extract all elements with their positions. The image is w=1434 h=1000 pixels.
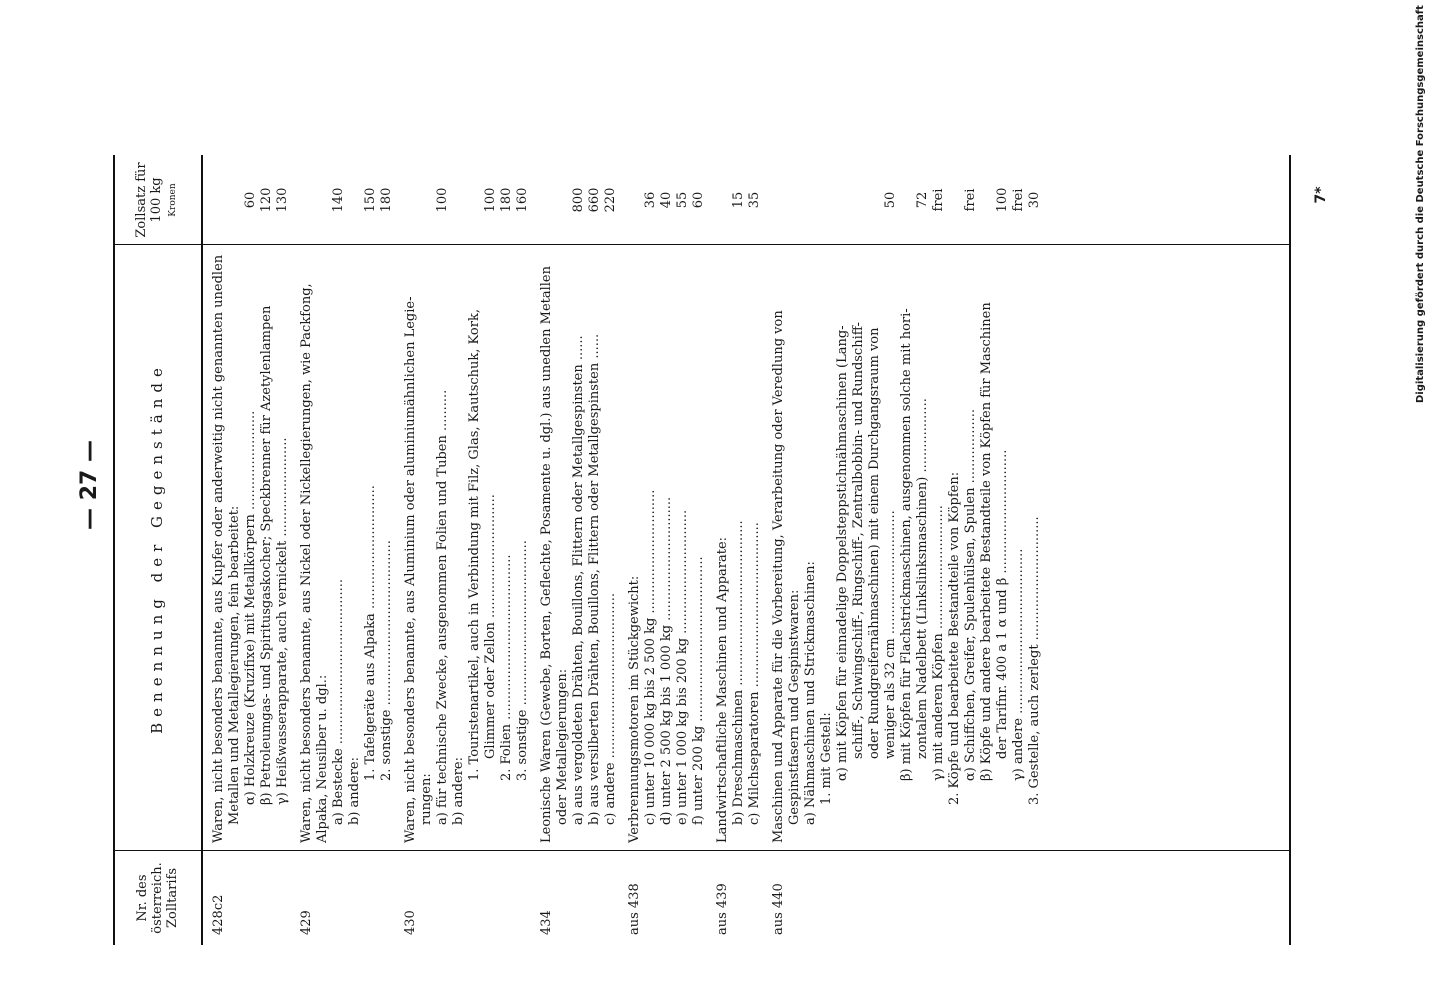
item-description: Alpaka, Neusilber u. dgl.: [315,674,330,843]
item-description: Metallen und Metallegierungen, fein bearbeitet: [227,505,242,825]
duty-rate [867,155,883,245]
item-description: a) Bestecke ........................................ [331,578,346,825]
duty-rate [539,155,555,245]
table-row [931,155,947,945]
duty-rate: 35 [747,191,762,209]
duty-rate: 72 [915,191,930,209]
tariff-number: aus 440 [771,883,786,935]
duty-rate [451,155,467,245]
tariff-number [331,851,347,945]
duty-rate: 100 [483,187,498,213]
table-row [483,155,499,945]
tariff-number [819,851,835,945]
tariff-number [259,851,275,945]
header-zollsatz-label: Zollsatz für 100 kg [133,162,164,238]
duty-rate [299,155,315,245]
tariff-number [899,851,915,945]
table-row [771,155,787,945]
item-description: a) Nähmaschinen und Strickmaschinen: [803,561,818,825]
table-row [747,155,763,945]
table-row [259,155,275,945]
item-description: c) Milchseparatoren ........................................ [747,522,762,825]
tariff-number [227,851,243,945]
tariff-number [659,851,675,945]
table-row [1027,155,1043,945]
table-row [299,155,315,945]
table-row [947,155,963,945]
header-benennung-label: Benennung der Gegenstände [147,362,166,734]
item-description: Waren, nicht besonders benannte, aus Nickel oder Nickellegierungen, wie Packfong, [299,283,314,843]
tariff-number [995,851,1011,945]
duty-rate: 120 [259,187,274,213]
item-description: 1. mit Gestell: [819,712,834,805]
table-row [603,155,619,945]
item-description: Gespinstfasern und Gespinstwaren: [787,589,802,825]
duty-rate [787,155,803,245]
tariff-number: 430 [403,910,418,935]
header-nr-label: Nr. des österreich. Zolltarifs [134,862,180,934]
duty-rate: 30 [1027,191,1042,209]
item-description: c) andere ........................................ [603,593,618,825]
item-description: Verbrennungsmotoren im Stückgewicht: [627,575,642,843]
tariff-number [347,851,363,945]
duty-rate [227,155,243,245]
duty-rate [403,155,419,245]
item-description: a) aus vergoldeten Drähten, Bouillons, Flittern oder Metallgespinsten ...... [571,335,586,825]
duty-rate: 100 [435,187,450,213]
table-row [211,155,227,945]
item-description: schiff-, Schwingschiff-, Ringschiff-, Zentralbobbin- und Rundschiff- [851,322,866,759]
duty-rate: 50 [883,191,898,209]
item-description: β) Petroleumgas- und Spiritusgaskocher; Speckbrenner für Azetylenlampen [259,305,274,805]
tariff-number [315,851,331,945]
table-row [883,155,899,945]
item-description: b) andere: [347,757,362,825]
tariff-number [947,851,963,945]
item-description: b) andere: [451,757,466,825]
duty-rate: 140 [331,187,346,213]
item-description: oder Metallegierungen: [555,668,570,825]
table-row [227,155,243,945]
duty-rate: 150 [363,187,378,213]
table-body [211,155,1043,945]
tariff-number [915,851,931,945]
row-gap [531,155,539,945]
duty-rate [979,155,995,245]
item-description: Maschinen und Apparate für die Vorbereitung, Verarbeitung oder Veredlung von [771,310,786,843]
table-row [363,155,379,945]
item-description: 2. Folien ........................................ [499,554,514,781]
item-description: d) unter 2 500 kg bis 1 000 kg .............................. [659,496,674,825]
table-bottom-rule [1289,155,1291,945]
tariff-number [883,851,899,945]
duty-rate [627,155,643,245]
page-number: — 27 — [77,440,102,530]
table-row [867,155,883,945]
item-description: 2. sonstige ........................................ [379,540,394,781]
header-nr [113,851,201,945]
item-description: zontalem Nadelbett (Linkslinksmaschinen) .................. [915,398,930,759]
tariff-number [555,851,571,945]
tariff-number [731,851,747,945]
tariff-number [691,851,707,945]
tariff-number [451,851,467,945]
tariff-number [1011,851,1027,945]
table-row [787,155,803,945]
table-row [539,155,555,945]
duty-rate: 130 [275,187,290,213]
header-zollsatz [113,155,201,245]
tariff-number [675,851,691,945]
table-row [467,155,483,945]
table-row [851,155,867,945]
item-description: weniger als 32 cm .............................. [883,510,898,759]
tariff-number [419,851,435,945]
tariff-number [275,851,291,945]
duty-rate: 160 [515,187,530,213]
item-description: c) unter 10 000 kg bis 2 500 kg .............................. [643,489,658,825]
tariff-number [747,851,763,945]
item-description: α) mit Köpfen für einnadelige Doppelsteppstichnähmaschinen (Lang- [835,325,850,781]
item-description: α) Holzkreuze (Kruzifixe) mit Metallkörpern ........................ [243,410,258,805]
tariff-number [499,851,515,945]
tariff-number [379,851,395,945]
duty-rate: 100 [995,187,1010,213]
item-description: der Tarifnr. 400 a 1 α und β .............................. [995,449,1010,759]
duty-rate: 40 [659,191,674,209]
item-description: γ) mit anderen Köpfen .............................. [931,505,946,781]
tariff-number [243,851,259,945]
table-row [499,155,515,945]
table-row [347,155,363,945]
duty-rate: 15 [731,191,746,209]
table-row [675,155,691,945]
table-row [275,155,291,945]
signature-mark: 7* [1313,186,1329,204]
duty-rate [315,155,331,245]
duty-rate: 60 [691,191,706,209]
table-row [803,155,819,945]
duty-rate [899,155,915,245]
duty-rate [715,155,731,245]
table-row [555,155,571,945]
item-description: Waren, nicht besonders benannte, aus Aluminium oder aluminiumähnlichen Legie- [403,296,418,843]
item-description: f) unter 200 kg ........................................ [691,556,706,825]
tariff-table [113,155,1291,945]
table-row [435,155,451,945]
table-row [1011,155,1027,945]
duty-rate [347,155,363,245]
duty-rate: 180 [499,187,514,213]
header-rule [201,155,203,945]
duty-rate: 60 [243,191,258,209]
table-row [835,155,851,945]
item-description: β) mit Köpfen für Flachstrickmaschinen, ausgenommen solche mit hori- [899,308,914,781]
digitization-credit [1408,5,1434,408]
duty-rate [803,155,819,245]
item-description: e) unter 1 000 kg bis 200 kg .............................. [675,509,690,825]
item-description: 1. Tafelgeräte aus Alpaka .............................. [363,485,378,781]
item-description: a) für technische Zwecke, ausgenommen Folien und Tuben .......... [435,389,450,825]
table-row [331,155,347,945]
duty-rate [555,155,571,245]
tariff-number [483,851,499,945]
duty-rate: frei [963,188,978,212]
tariff-number [435,851,451,945]
tariff-number: 434 [539,910,554,935]
item-description: 2. Köpfe und bearbeitete Bestandteile von Köpfen: [947,471,962,805]
row-gap [707,155,715,945]
table-row [379,155,395,945]
table-row [587,155,603,945]
table-row [979,155,995,945]
header-benennung [113,245,201,851]
row-gap [291,155,299,945]
duty-rate: 180 [379,187,394,213]
item-description: Landwirtschaftliche Maschinen und Apparate: [715,536,730,843]
table-row [819,155,835,945]
table-row [995,155,1011,945]
tariff-number [867,851,883,945]
duty-rate [467,155,483,245]
item-description: oder Rundgreifernähmaschinen) mit einem Durchgangsraum von [867,327,882,759]
tariff-number [643,851,659,945]
tariff-number [363,851,379,945]
item-description: γ) andere ........................................ [1011,548,1026,781]
tariff-number: 428c2 [211,894,226,935]
item-description: b) aus versilberten Drähten, Bouillons, Flittern oder Metallgespinsten ...... [587,333,602,825]
duty-rate [419,155,435,245]
table-row [715,155,731,945]
duty-rate [771,155,787,245]
item-description: b) Dreschmaschinen ........................................ [731,520,746,825]
duty-rate: 220 [603,187,618,213]
tariff-number: aus 438 [627,883,642,935]
table-row [659,155,675,945]
duty-rate [819,155,835,245]
row-gap [763,155,771,945]
tariff-number: aus 439 [715,883,730,935]
header-zollsatz-unit: Kronen [167,183,178,217]
item-description: 1. Touristenartikel, auch in Verbindung mit Filz, Glas, Kautschuk, Kork, [467,309,482,781]
tariff-number [467,851,483,945]
tariff-number [835,851,851,945]
item-description: Leonische Waren (Gewebe, Borten, Geflechte, Posamente u. dgl.) aus unedlen Metallen [539,266,554,843]
duty-rate [947,155,963,245]
table-row [899,155,915,945]
tariff-number [587,851,603,945]
duty-rate: 36 [643,191,658,209]
row-gap [619,155,627,945]
table-row [451,155,467,945]
tariff-table-container [112,100,1292,1000]
duty-rate [835,155,851,245]
item-description: rungen: [419,773,434,825]
table-row [627,155,643,945]
duty-rate: 660 [587,187,602,213]
item-description: β) Köpfe und andere bearbeitete Bestandteile von Köpfen für Maschinen [979,302,994,781]
table-row [691,155,707,945]
duty-rate: 800 [571,187,586,213]
digitization-note: Digitalisierung gefördert durch die Deutsche Forschungsgemeinschaft [1415,5,1426,403]
table-row [315,155,331,945]
item-description: α) Schiffchen, Greifer, Spulenhülsen, Spulen .................. [963,409,978,781]
tariff-number [787,851,803,945]
table-row [243,155,259,945]
tariff-number [979,851,995,945]
item-description: Glimmer oder Zellon .............................. [483,494,498,759]
tariff-number [931,851,947,945]
item-description: Waren, nicht besonders benannte, aus Kupfer oder anderweitig nicht genannten unedlen [211,254,226,843]
table-row [643,155,659,945]
table-row [419,155,435,945]
tariff-number [803,851,819,945]
tariff-number [1027,851,1043,945]
tariff-number [515,851,531,945]
duty-rate: frei [1011,188,1026,212]
tariff-number [571,851,587,945]
duty-rate: frei [931,188,946,212]
tariff-number [963,851,979,945]
table-row [403,155,419,945]
item-description: γ) Heißwasserapparate, auch vernickelt ........................ [275,437,290,805]
row-gap [395,155,403,945]
tariff-number [851,851,867,945]
tariff-number [603,851,619,945]
item-description: 3. Gestelle, auch zerlegt .............................. [1027,516,1042,805]
duty-rate: 55 [675,191,690,209]
item-description: 3. sonstige ........................................ [515,540,530,781]
table-row [915,155,931,945]
table-row [731,155,747,945]
table-row [571,155,587,945]
duty-rate [851,155,867,245]
tariff-number: 429 [299,910,314,935]
table-row [963,155,979,945]
table-row [515,155,531,945]
duty-rate [211,155,227,245]
